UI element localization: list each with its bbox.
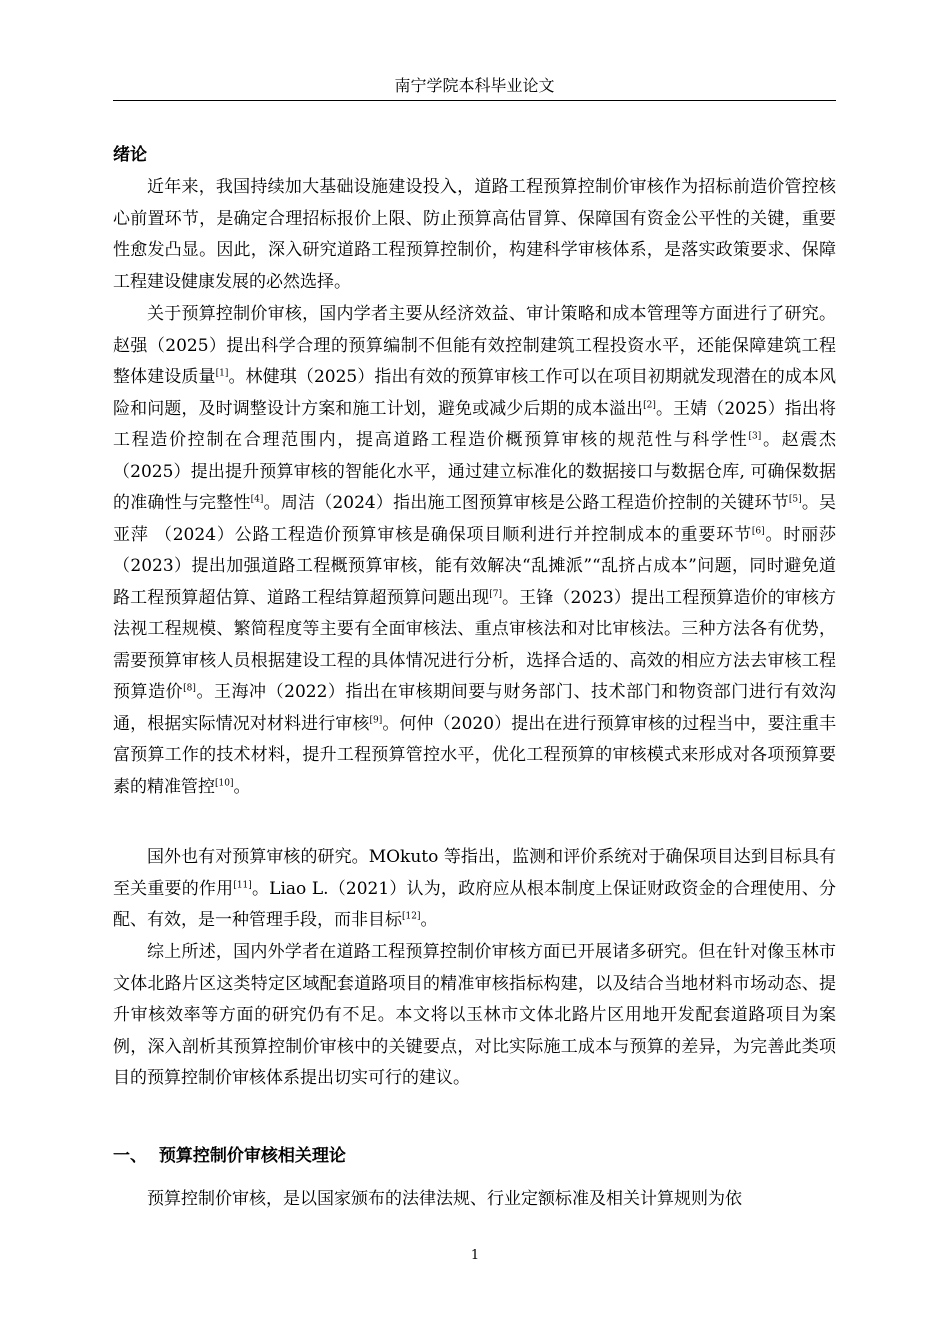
section-title-theory: 一、 预算控制价审核相关理论 (113, 1146, 346, 1166)
paragraph-text: 。 (420, 910, 438, 930)
intro-paragraph-4: 综上所述，国内外学者在道路工程预算控制价审核方面已开展诸多研究。但在针对像玉林市文体北路片区这类特定区域配套道路项目的精准审核指标构建，以及结合当地材料市场动态、提升审核效率等方面的研究仍有不足。本文将以玉林市文体北路片区用地开发配套道路项目为案例，深入剖析其预算控制价审核中的关键要点，对比实际施工成本与预算的差异，为完善此类项目的预算控制价审核体系提出切实可行的建议。 (113, 942, 836, 1088)
citation-ref: [2] (643, 399, 656, 410)
citation-ref: [8] (183, 683, 196, 694)
paragraph-text: 。王婧（2025）指出将工程造价控制在合理范围内，提高道路工程造价概预算审核的规范性与科学性 (113, 398, 837, 450)
intro-paragraph-2 (113, 299, 836, 803)
citation-ref: [7] (489, 588, 502, 599)
paragraph-text: 。何仲（2020）提出在进行预算审核的过程当中，要注重丰富预算工作的技术材料，提升工程预算管控水平，优化工程预算的审核模式来形成对各项预算要素的精准管控 (113, 713, 837, 797)
paragraph-text: 。Liao L.（2021）认为，政府应从根本制度上保证财政资金的合理使用、分配、有效，是一种管理手段，而非目标 (113, 878, 837, 930)
paragraph-text: 。 (233, 776, 251, 797)
citation-ref: [1] (215, 368, 229, 379)
citation-ref: [6] (751, 525, 765, 536)
paragraph-text: 。吴亚萍 （2024）公路工程造价预算审核是确保项目顺利进行并控制成本的重要环节 (113, 493, 837, 545)
paragraph-text: 。林健琪（2025）指出有效的预算审核工作可以在项目初期就发现潜在的成本风险和问题，及时调整设计方案和施工计划，避免或减少后期的成本溢出 (113, 367, 837, 419)
page-number: 1 (470, 1248, 480, 1263)
paragraph-text: 。赵震杰（2025）提出提升预算审核的智能化水平，通过建立标准化的数据接口与数据仓库, 可确保数据的准确性与完整性 (113, 430, 837, 513)
citation-ref: [11] (233, 879, 252, 890)
intro-paragraph-1: 近年来，我国持续加大基础设施建设投入，道路工程预算控制价审核作为招标前造价管控核心前置环节，是确定合理招标报价上限、防止预算高估冒算、保障国有资金公平性的关键，重要性愈发凸显。因此，深入研究道路工程预算控制价，构建科学审核体系，是落实政策要求、保障工程建设健康发展的必然选择。 (113, 177, 836, 292)
citation-ref: [5] (788, 494, 802, 505)
header-divider (113, 100, 836, 101)
paragraph-text: 。王锋（2023）提出工程预算造价的审核方法视工程规模、繁简程度等主要有全面审核法、重点审核法和对比审核法。三种方法各有优势，需要预算审核人员根据建设工程的具体情况进行分析，选择合适的、高效的相应方法去审核工程预算造价 (113, 587, 837, 702)
citation-ref: [3] (748, 431, 762, 442)
page-header: 南宁学院本科毕业论文 (394, 76, 555, 95)
citation-ref: [10] (215, 777, 234, 788)
citation-ref: [12] (402, 911, 421, 922)
paragraph-text: 。周洁（2024）指出施工图预算审核是公路工程造价控制的关键环节 (263, 493, 789, 513)
paragraph-text: 国外也有对预算审核的研究。MOkuto 等指出，监测和评价系统对于确保项目达到目标具有至关重要的作用 (113, 847, 836, 899)
intro-paragraph-3 (113, 842, 836, 937)
citation-ref: [9] (369, 714, 383, 725)
paragraph-text: 关于预算控制价审核，国内学者主要从经济效益、审计策略和成本管理等方面进行了研究。赵强（2025）提出科学合理的预算编制不但能有效控制建筑工程投资水平，还能保障建筑工程整体建设质量 (113, 304, 836, 387)
paragraph-text: 。时丽莎（2023）提出加强道路工程概预算审核，能有效解决“乱摊派”“乱挤占成本”问题，同时避免道路工程预算超估算、道路工程结算超预算问题出现 (113, 524, 836, 608)
paragraph-text: 。王海冲（2022）指出在审核期间要与财务部门、技术部门和物资部门进行有效沟通，根据实际情况对材料进行审核 (113, 682, 837, 734)
section-title-intro: 绪论 (113, 145, 147, 165)
citation-ref: [4] (250, 494, 264, 505)
theory-paragraph-1: 预算控制价审核，是以国家颁布的法律法规、行业定额标准及相关计算规则为依 (147, 1189, 742, 1209)
